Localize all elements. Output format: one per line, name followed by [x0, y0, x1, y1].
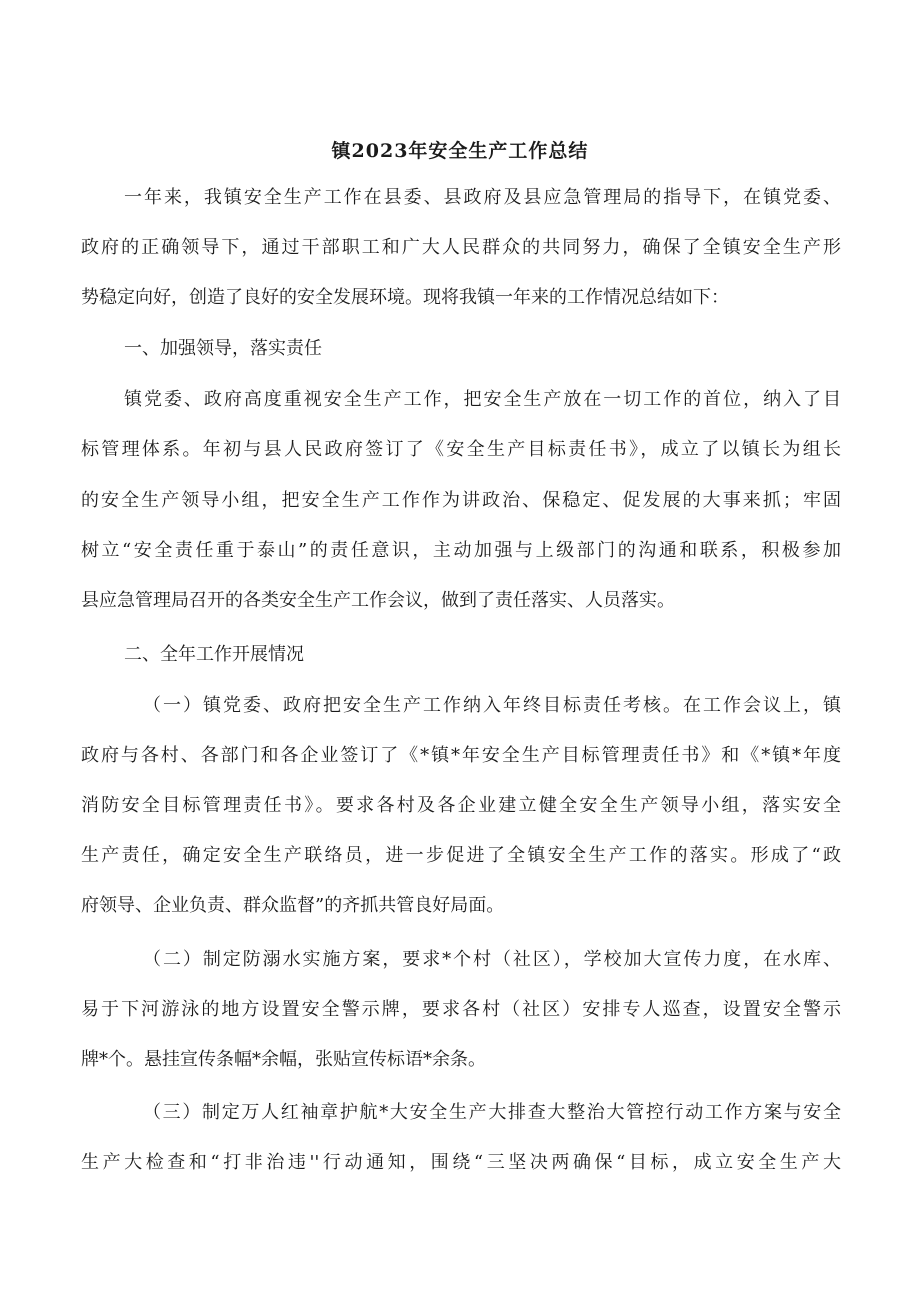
intro-line-1: 一年来，我镇安全生产工作在县委、县政府及县应急管理局的指导下，在镇党委、 [124, 187, 841, 208]
item3-line-2: 生产大检查和“打非治违''行动通知，围绕“三坚决两确保“目标，成立安全生产大 [81, 1152, 841, 1173]
item2-line-3: 牌*个。悬挂宣传条幅*余幅，张贴宣传标语*余条。 [81, 1049, 486, 1070]
section1-line-3: 的安全生产领导小组，把安全生产工作作为讲政治、保稳定、促发展的大事来抓；牢固 [81, 490, 841, 511]
section1-line-5: 县应急管理局召开的各类安全生产工作会议，做到了责任落实、人员落实。 [81, 590, 675, 611]
section1-line-4: 树立“安全责任重于泰山”的责任意识，主动加强与上级部门的沟通和联系，积极参加 [81, 540, 841, 561]
section2-heading: 二、全年工作开展情况 [124, 644, 304, 665]
item2-line-2: 易于下河游泳的地方设置安全警示牌，要求各村（社区）安排专人巡查，设置安全警示 [81, 999, 841, 1020]
item1-line-2: 政府与各村、各部门和各企业签订了《*镇*年安全生产目标管理责任书》和《*镇*年度 [81, 745, 841, 766]
item3-line-1: （三）制定万人红袖章护航*大安全生产大排查大整治大管控行动工作方案与安全 [143, 1102, 841, 1123]
section1-heading: 一、加强领导，落实责任 [124, 338, 322, 359]
intro-line-2: 政府的正确领导下，通过干部职工和广大人民群众的共同努力，确保了全镇安全生产形 [81, 237, 841, 258]
item1-line-5: 府领导、企业负责、群众监督”的齐抓共管良好局面。 [81, 895, 505, 916]
item1-line-4: 生产责任，确定安全生产联络员，进一步促进了全镇安全生产工作的落实。形成了“政 [81, 845, 841, 866]
intro-line-3: 势稳定向好，创造了良好的安全发展环境。现将我镇一年来的工作情况总结如下： [81, 287, 729, 308]
section1-line-2: 标管理体系。年初与县人民政府签订了《安全生产目标责任书》，成立了以镇长为组长 [81, 439, 841, 460]
section1-line-1: 镇党委、政府高度重视安全生产工作，把安全生产放在一切工作的首位，纳入了目 [124, 389, 841, 410]
item1-line-3: 消防安全目标管理责任书》。要求各村及各企业建立健全安全生产领导小组，落实安全 [81, 795, 841, 816]
item2-line-1: （二）制定防溺水实施方案，要求*个村（社区），学校加大宣传力度，在水库、 [143, 949, 841, 970]
item1-line-1: （一）镇党委、政府把安全生产工作纳入年终目标责任考核。在工作会议上，镇 [143, 695, 841, 716]
document-title: 镇2023年安全生产工作总结 [331, 140, 589, 162]
